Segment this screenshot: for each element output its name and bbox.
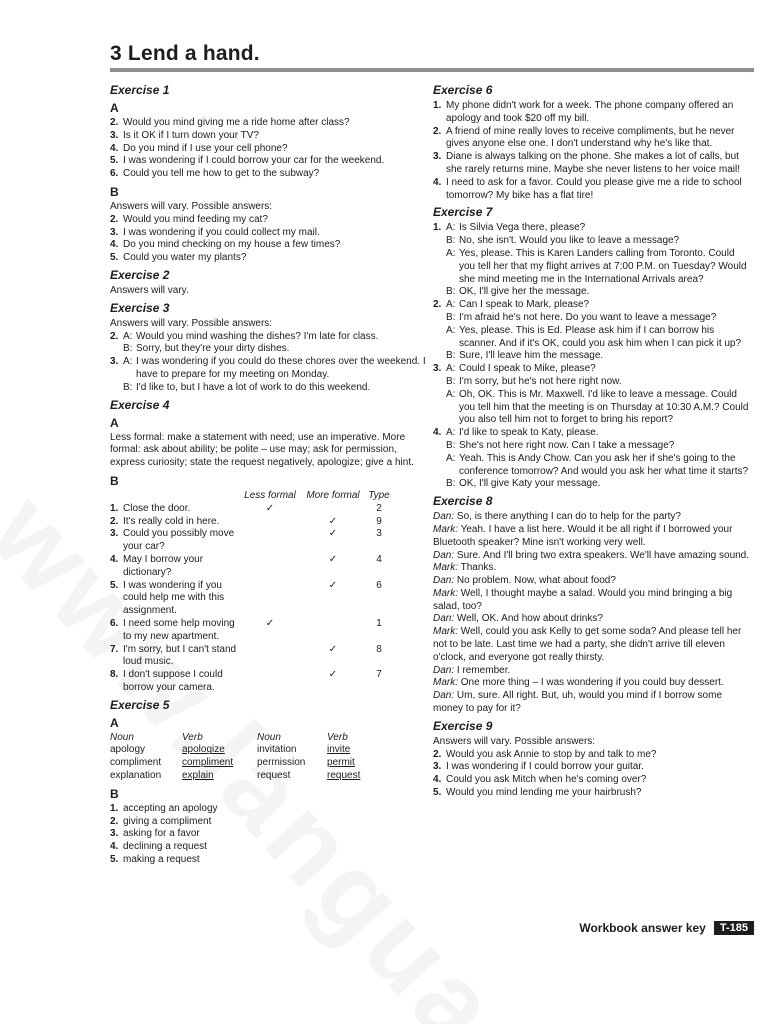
line-text: I remember. xyxy=(456,664,511,676)
item-number: 4. xyxy=(110,553,119,565)
line-text: She's not here right now. Can I take a message? xyxy=(459,439,675,451)
exercise-6-item xyxy=(433,177,753,203)
exercise-6-item xyxy=(433,126,753,152)
exercise-6-item xyxy=(433,100,753,126)
less-formal-check: ✓ xyxy=(265,617,275,629)
item-text: making a request xyxy=(123,854,200,866)
title-rule xyxy=(110,68,754,72)
item-text: Would you mind giving me a ride home after class? xyxy=(123,117,350,128)
column-header: Verb xyxy=(182,731,203,743)
more-formal-check: ✓ xyxy=(328,669,338,681)
item-text: Would you ask Annie to stop by and talk to me? xyxy=(446,748,657,760)
footer-label: Workbook answer key xyxy=(579,921,706,935)
item-number: 3. xyxy=(433,151,442,163)
item-number: 4. xyxy=(110,841,119,853)
more-formal-check: ✓ xyxy=(328,579,338,591)
word-cell: permission xyxy=(257,757,306,769)
line-text: I'm afraid he's not here. Do you want to leave a message? xyxy=(459,311,717,323)
more-formal-check: ✓ xyxy=(328,643,338,655)
speaker: Dan: xyxy=(433,511,455,523)
speaker: B: xyxy=(123,343,133,355)
exercise-2-heading: Exercise 2 xyxy=(110,267,170,282)
line-text: OK, I'll give Katy your message. xyxy=(459,478,601,490)
more-formal-check xyxy=(302,503,364,516)
item-text: declining a request xyxy=(123,841,207,853)
line-text: Oh, OK. This is Mr. Maxwell. I'd like to leave a message. Could you tell him that the meeting is on Thursday at 10:30 A.M.? Could you also tell him not to forget to bring his report? xyxy=(459,388,749,426)
exercise-9-item xyxy=(433,761,753,774)
exercise-7-line xyxy=(433,363,753,376)
exercise-9-item xyxy=(433,749,753,762)
word-cell: invitation xyxy=(257,744,297,756)
word-cell: request xyxy=(257,770,291,782)
exercise-9-intro: Answers will vary. Possible answers: xyxy=(433,735,596,747)
item-number: 5. xyxy=(433,787,442,799)
line-text: Can I speak to Mark, please? xyxy=(459,299,590,311)
exercise-1-b-item xyxy=(110,239,430,252)
exercise-6-item xyxy=(433,151,753,177)
exercise-5-b-item xyxy=(110,828,430,841)
exercise-4-heading: Exercise 4 xyxy=(110,397,170,412)
row-sentence xyxy=(110,554,238,580)
speaker: B: xyxy=(446,350,456,362)
speaker: B: xyxy=(446,478,456,490)
exercise-4-a-text: Less formal: make a statement with need; use an imperative. More formal: ask about ability; be polite – use may; ask for permission, express curiosity; state the request negatively, apologize; give a hint. xyxy=(110,431,414,469)
exercise-8-line xyxy=(433,550,753,563)
speaker: A: xyxy=(446,388,456,400)
item-number: 3. xyxy=(433,363,442,375)
line-text: Thanks. xyxy=(460,562,497,574)
exercise-8-line xyxy=(433,626,753,664)
speaker: A: xyxy=(446,452,456,464)
line-text: Well, OK. And how about drinks? xyxy=(456,613,603,625)
row-text: I was wondering if you could help me with this assignment. xyxy=(123,579,225,617)
exercise-1-a-item xyxy=(110,155,430,168)
word-cell: permit xyxy=(327,757,355,769)
exercise-6-heading: Exercise 6 xyxy=(433,83,493,97)
line-text: No, she isn't. Would you like to leave a message? xyxy=(459,235,680,247)
item-text: I was wondering if I could borrow your guitar. xyxy=(446,761,644,773)
speaker: A: xyxy=(446,222,456,234)
line-text: Sure, I'll leave him the message. xyxy=(459,350,604,362)
item-text: I was wondering if I could borrow your car for the weekend. xyxy=(123,155,385,167)
exercise-3-line xyxy=(110,343,430,356)
item-text: giving a compliment xyxy=(123,815,212,827)
line-text: Um, sure. All right. But, uh, would you mind if I borrow some money to pay for it? xyxy=(433,690,723,715)
item-number: 6. xyxy=(110,617,119,629)
exercise-4-row xyxy=(110,669,430,695)
less-formal-check xyxy=(238,554,302,580)
exercise-4-row xyxy=(110,516,430,529)
type-number: 1 xyxy=(376,617,382,629)
item-number: 3. xyxy=(110,226,119,238)
exercise-7-line xyxy=(433,478,753,491)
line-text: I'd like to, but I have a lot of work to do this weekend. xyxy=(136,381,371,393)
exercise-7-line xyxy=(433,312,753,325)
item-number: 2. xyxy=(433,748,442,760)
exercise-7-heading: Exercise 7 xyxy=(433,205,493,220)
word-cell: explanation xyxy=(110,770,162,782)
exercise-4-a-label: A xyxy=(110,415,119,430)
line-text: Sorry, but they're your dirty dishes. xyxy=(136,343,290,355)
less-formal-check xyxy=(238,669,302,695)
line-text: Is Silvia Vega there, please? xyxy=(459,222,586,234)
exercise-7-line xyxy=(433,325,753,351)
line-text: Yeah. I have a list here. Would it be all right if I borrowed your Bluetooth speaker? Mine isn't working very well. xyxy=(433,523,733,548)
right-column xyxy=(433,80,753,800)
line-text: Would you mind washing the dishes? I'm late for class. xyxy=(136,330,379,342)
word-cell: request xyxy=(327,770,361,782)
exercise-9-item xyxy=(433,774,753,787)
exercise-3-line xyxy=(110,356,430,382)
exercise-4-row xyxy=(110,644,430,670)
exercise-7-line xyxy=(433,427,753,440)
line-text: Well, could you ask Kelly to get some soda? And please tell her not to be late. Last time we had a party, she didn't arrive till eleven o'clock, and everyone got really thirsty. xyxy=(433,626,742,663)
column-header: Type xyxy=(368,489,390,501)
less-formal-check xyxy=(238,528,302,554)
exercise-4-b-label: B xyxy=(110,473,119,488)
row-text: Could you possibly move your car? xyxy=(123,528,235,553)
exercise-5-b-item xyxy=(110,841,430,854)
row-text: Close the door. xyxy=(123,502,191,514)
row-sentence xyxy=(110,669,238,695)
item-number: 2. xyxy=(110,515,119,527)
line-text: Yes, please. This is Karen Landers calling from Toronto. Could you tell her that my flight arrives at 7:00 P.M. on Tuesday? Would she mind meeting me in the International Arrivals area? xyxy=(459,247,747,285)
line-text: Yeah. This is Andy Chow. Can you ask her if she's going to the conference tomorrow? And would you ask her what time it starts? xyxy=(459,452,749,477)
speaker: Mark: xyxy=(433,677,458,689)
more-formal-check: ✓ xyxy=(328,515,338,527)
item-text: Would you mind lending me your hairbrush? xyxy=(446,787,642,799)
exercise-8-line xyxy=(433,677,753,690)
item-text: Could you water my plants? xyxy=(123,252,247,264)
item-number: 2. xyxy=(110,330,119,342)
exercise-5-b-item xyxy=(110,803,430,816)
speaker: A: xyxy=(123,330,133,342)
less-formal-check xyxy=(238,516,302,529)
item-number: 4. xyxy=(433,774,442,786)
row-sentence xyxy=(110,580,238,618)
exercise-1-b-item xyxy=(110,214,430,227)
item-text: Diane is always talking on the phone. She makes a lot of calls, but she rarely returns mine. Maybe she never listens to her voice mail! xyxy=(446,151,741,175)
item-number: 3. xyxy=(110,356,119,368)
column-header: Noun xyxy=(110,731,134,743)
speaker: A: xyxy=(446,299,456,311)
item-number: 4. xyxy=(110,142,119,154)
exercise-1-a-item xyxy=(110,130,430,143)
row-text: I need some help moving to my new apartment. xyxy=(123,617,235,642)
column-header: More formal xyxy=(306,489,360,501)
column-header: Verb xyxy=(327,731,348,743)
item-number: 1. xyxy=(433,222,442,234)
speaker: Dan: xyxy=(433,613,455,625)
exercise-8-line xyxy=(433,524,753,550)
exercise-1-b-item xyxy=(110,252,430,265)
exercise-5-row xyxy=(110,770,430,783)
item-number: 5. xyxy=(110,579,119,591)
exercise-8-line xyxy=(433,665,753,678)
exercise-8-line xyxy=(433,588,753,614)
speaker: A: xyxy=(446,324,456,336)
exercise-2-text: Answers will vary. xyxy=(110,284,189,296)
line-text: So, is there anything I can do to help for the party? xyxy=(456,511,681,523)
exercise-8-line xyxy=(433,511,753,524)
exercise-7-line xyxy=(433,440,753,453)
item-number: 1. xyxy=(110,502,119,514)
item-number: 2. xyxy=(110,815,119,827)
speaker: B: xyxy=(446,375,456,387)
exercise-1-b-item xyxy=(110,227,430,240)
speaker: B: xyxy=(446,235,456,247)
type-number: 6 xyxy=(376,579,382,591)
line-text: Sure. And I'll bring two extra speakers. We'll have amazing sound. xyxy=(456,549,750,561)
exercise-4-row xyxy=(110,618,430,644)
word-cell: apologize xyxy=(182,744,225,756)
item-text: asking for a favor xyxy=(123,828,200,840)
item-number: 6. xyxy=(110,168,119,180)
speaker: Mark: xyxy=(433,562,458,574)
exercise-1-b-intro: Answers will vary. Possible answers: xyxy=(110,200,273,212)
exercise-5-heading: Exercise 5 xyxy=(110,697,170,712)
exercise-7-line xyxy=(433,376,753,389)
more-formal-check xyxy=(302,618,364,644)
less-formal-check xyxy=(238,580,302,618)
exercise-8-line xyxy=(433,562,753,575)
item-number: 3. xyxy=(110,129,119,141)
item-number: 3. xyxy=(110,828,119,840)
item-number: 4. xyxy=(433,176,442,188)
exercise-5-row xyxy=(110,757,430,770)
more-formal-check: ✓ xyxy=(328,528,338,540)
line-text: One more thing – I was wondering if you could buy dessert. xyxy=(460,677,724,689)
column-header: Less formal xyxy=(244,489,296,501)
item-number: 2. xyxy=(110,213,119,225)
row-sentence xyxy=(110,503,238,516)
exercise-8-heading: Exercise 8 xyxy=(433,494,493,509)
speaker: Dan: xyxy=(433,690,455,702)
word-cell: invite xyxy=(327,744,351,756)
exercise-4-row xyxy=(110,580,430,618)
speaker: A: xyxy=(446,427,456,439)
exercise-4-row xyxy=(110,554,430,580)
exercise-8-line xyxy=(433,575,753,588)
row-sentence xyxy=(110,528,238,554)
exercise-9-item xyxy=(433,787,753,800)
exercise-5-b-item xyxy=(110,854,430,867)
exercise-8-line xyxy=(433,613,753,626)
speaker: A: xyxy=(446,247,456,259)
item-number: 2. xyxy=(110,117,119,128)
word-cell: apology xyxy=(110,744,146,756)
speaker: Dan: xyxy=(433,664,455,676)
exercise-7-line xyxy=(433,286,753,299)
item-number: 2. xyxy=(433,125,442,137)
row-sentence xyxy=(110,516,238,529)
line-text: Could I speak to Mike, please? xyxy=(459,363,596,375)
word-cell: compliment xyxy=(110,757,162,769)
row-text: It's really cold in here. xyxy=(123,515,220,527)
speaker: A: xyxy=(123,356,133,368)
speaker: Mark: xyxy=(433,523,458,535)
item-text: My phone didn't work for a week. The phone company offered an apology and took $20 off my bill. xyxy=(446,100,734,124)
line-text: I'm sorry, but he's not here right now. xyxy=(459,375,622,387)
item-text: Is it OK if I turn down your TV? xyxy=(123,129,259,141)
exercise-5-row xyxy=(110,744,430,757)
speaker: Mark: xyxy=(433,626,458,638)
speaker: Dan: xyxy=(433,549,455,561)
item-text: A friend of mine really loves to receive compliments, but he never gives anyone else one. I don't understand why he's like that. xyxy=(446,125,735,150)
item-number: 3. xyxy=(433,761,442,773)
exercise-7-line xyxy=(433,453,753,479)
item-number: 4. xyxy=(433,427,442,439)
line-text: I was wondering if you could do these chores over the weekend. I have to prepare for my meeting on Monday. xyxy=(136,356,426,380)
item-number: 3. xyxy=(110,528,119,540)
exercise-3-heading: Exercise 3 xyxy=(110,300,170,315)
exercise-4-row xyxy=(110,528,430,554)
item-text: Could you tell me how to get to the subway? xyxy=(123,168,320,180)
speaker: B: xyxy=(123,381,133,393)
exercise-1-a-item xyxy=(110,117,430,130)
item-text: I was wondering if you could collect my mail. xyxy=(123,226,320,238)
more-formal-check: ✓ xyxy=(328,553,338,565)
exercise-1-a-item xyxy=(110,168,430,181)
exercise-5-a-label: A xyxy=(110,715,119,730)
item-text: Do you mind checking on my house a few times? xyxy=(123,239,341,251)
line-text: I'd like to speak to Katy, please. xyxy=(459,427,599,439)
item-number: 4. xyxy=(110,239,119,251)
exercise-7-line xyxy=(433,389,753,427)
exercise-7-line xyxy=(433,248,753,286)
line-text: OK, I'll give her the message. xyxy=(459,286,590,298)
item-number: 8. xyxy=(110,669,119,681)
item-number: 5. xyxy=(110,854,119,866)
item-text: Would you mind feeding my cat? xyxy=(123,213,268,225)
type-number: 2 xyxy=(376,502,382,514)
less-formal-check: ✓ xyxy=(265,502,275,514)
exercise-4-table-header xyxy=(110,490,430,503)
exercise-4-row xyxy=(110,503,430,516)
exercise-7-line xyxy=(433,222,753,235)
type-number: 3 xyxy=(376,528,382,540)
word-cell: compliment xyxy=(182,757,234,769)
exercise-7-line xyxy=(433,350,753,363)
type-number: 4 xyxy=(376,553,382,565)
item-number: 5. xyxy=(110,155,119,167)
left-column xyxy=(110,80,430,867)
item-number: 5. xyxy=(110,252,119,264)
type-number: 9 xyxy=(376,515,382,527)
line-text: No problem. Now, what about food? xyxy=(456,575,616,587)
speaker: B: xyxy=(446,311,456,323)
type-number: 7 xyxy=(376,669,382,681)
row-sentence xyxy=(110,644,238,670)
exercise-7-line xyxy=(433,299,753,312)
exercise-5-table-header xyxy=(110,732,430,745)
row-text: May I borrow your dictionary? xyxy=(123,553,204,578)
page-number: T-185 xyxy=(714,921,754,935)
item-number: 1. xyxy=(110,802,119,814)
speaker: A: xyxy=(446,363,456,375)
exercise-1-b-label: B xyxy=(110,184,119,199)
type-number: 8 xyxy=(376,643,382,655)
speaker: Dan: xyxy=(433,575,455,587)
footer-tag xyxy=(579,921,754,935)
exercise-5-b-item xyxy=(110,816,430,829)
row-sentence xyxy=(110,618,238,644)
line-text: Well, I thought maybe a salad. Would you mind bringing a big salad, too? xyxy=(433,587,733,612)
item-text: accepting an apology xyxy=(123,802,218,814)
item-number: 2. xyxy=(433,299,442,311)
word-cell: explain xyxy=(182,770,214,782)
row-text: I'm sorry, but I can't stand loud music. xyxy=(123,643,237,668)
exercise-1-heading: Exercise 1 xyxy=(110,83,170,97)
column-header: Noun xyxy=(257,731,281,743)
exercise-3-intro: Answers will vary. Possible answers: xyxy=(110,317,273,329)
exercise-1-a-label: A xyxy=(110,101,119,115)
speaker: B: xyxy=(446,286,456,298)
exercise-3-line xyxy=(110,382,430,395)
row-text: I don't suppose I could borrow your camera. xyxy=(123,669,223,693)
blank-cell xyxy=(110,490,238,503)
item-number: 7. xyxy=(110,643,119,655)
less-formal-check xyxy=(238,644,302,670)
item-text: I need to ask for a favor. Could you please give me a ride to school tomorrow? My bike has a flat tire! xyxy=(446,176,742,201)
exercise-7-line xyxy=(433,235,753,248)
exercise-8-line xyxy=(433,690,753,716)
item-number: 1. xyxy=(433,100,442,111)
item-text: Do you mind if I use your cell phone? xyxy=(123,142,288,154)
exercise-9-heading: Exercise 9 xyxy=(433,718,493,733)
exercise-3-line xyxy=(110,331,430,344)
speaker: Mark: xyxy=(433,587,458,599)
line-text: Yes, please. This is Ed. Please ask him if I can borrow his scanner. And if it's OK, could you ask him when I can pick it up? xyxy=(459,324,742,349)
exercise-1-a-item xyxy=(110,143,430,156)
speaker: B: xyxy=(446,439,456,451)
page-title: 3 Lend a hand. xyxy=(110,42,260,65)
exercise-5-b-label: B xyxy=(110,786,119,801)
item-text: Could you ask Mitch when he's coming over? xyxy=(446,774,647,786)
